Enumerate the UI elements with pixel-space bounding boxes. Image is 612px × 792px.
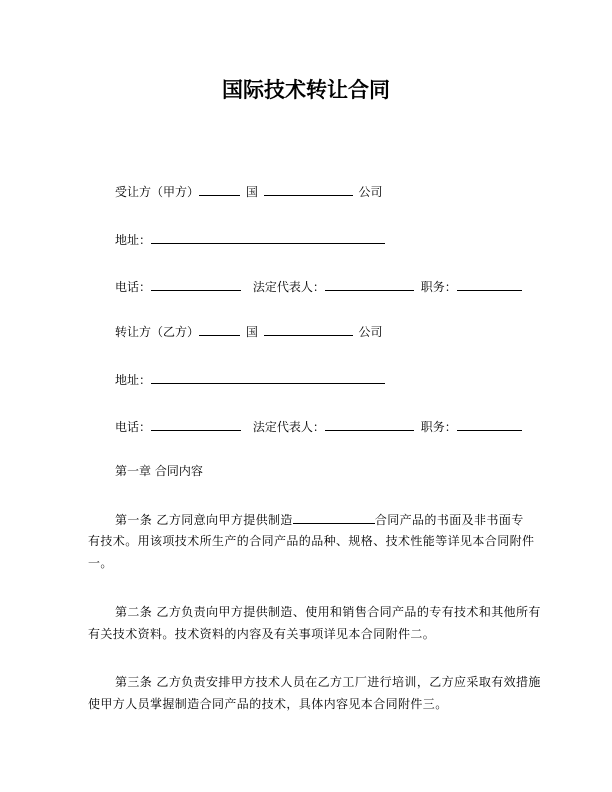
article1-line3: 一。	[88, 556, 113, 570]
article1-line2: 有技术。用该项技术所生产的合同产品的品种、规格、技术性能等详见本合同附件	[88, 534, 535, 548]
party-b-company-label: 公司	[358, 325, 383, 339]
party-b-address-blank[interactable]	[151, 372, 385, 384]
party-a-phone-blank[interactable]	[151, 279, 241, 291]
party-a-position-blank[interactable]	[457, 279, 522, 291]
party-b-position-label: 职务：	[420, 420, 457, 434]
party-a-address-row	[115, 232, 385, 248]
party-b-label: 转让方（乙方）	[115, 325, 200, 339]
party-a-country-label: 国	[245, 185, 258, 199]
party-b-rep-blank[interactable]	[325, 419, 414, 431]
party-a-position-label: 职务：	[420, 280, 457, 294]
party-a-address-blank[interactable]	[151, 232, 385, 244]
article1-line1	[115, 512, 524, 528]
article2-line1: 第二条 乙方负责向甲方提供制造、使用和销售合同产品的专有技术和其他所有	[115, 605, 541, 619]
party-a-rep-label: 法定代表人：	[252, 280, 325, 294]
chapter-heading: 第一章 合同内容	[115, 464, 203, 478]
party-b-phone-blank[interactable]	[151, 419, 241, 431]
party-b-country-blank[interactable]	[199, 324, 240, 336]
party-a-row	[115, 184, 383, 200]
party-a-company-label: 公司	[358, 185, 383, 199]
article1-text-b: 合同产品的书面及非书面专	[374, 513, 524, 527]
article3-line1: 第三条 乙方负责安排甲方技术人员在乙方工厂进行培训，乙方应采取有效措施	[115, 675, 541, 689]
article2-line2: 有关技术资料。技术资料的内容及有关事项详见本合同附件二。	[88, 627, 436, 641]
party-a-address-label: 地址：	[115, 233, 152, 247]
article1-text-a: 第一条 乙方同意向甲方提供制造	[115, 513, 293, 527]
party-a-company-blank[interactable]	[264, 184, 353, 196]
article3-line2: 使甲方人员掌握制造合同产品的技术，具体内容见本合同附件三。	[88, 697, 448, 711]
party-b-row	[115, 324, 383, 340]
party-b-address-label: 地址：	[115, 373, 152, 387]
party-a-country-blank[interactable]	[199, 184, 240, 196]
party-a-contact-row	[115, 279, 522, 295]
party-b-address-row	[115, 372, 385, 388]
party-b-country-label: 国	[245, 325, 258, 339]
document-title: 国际技术转让合同	[222, 78, 390, 102]
party-b-rep-label: 法定代表人：	[252, 420, 325, 434]
party-a-rep-blank[interactable]	[325, 279, 414, 291]
party-b-company-blank[interactable]	[264, 324, 353, 336]
party-a-label: 受让方（甲方）	[115, 185, 200, 199]
article1-product-blank[interactable]	[293, 512, 375, 524]
party-a-phone-label: 电话：	[115, 280, 152, 294]
party-b-phone-label: 电话：	[115, 420, 152, 434]
party-b-position-blank[interactable]	[457, 419, 522, 431]
party-b-contact-row	[115, 419, 522, 435]
